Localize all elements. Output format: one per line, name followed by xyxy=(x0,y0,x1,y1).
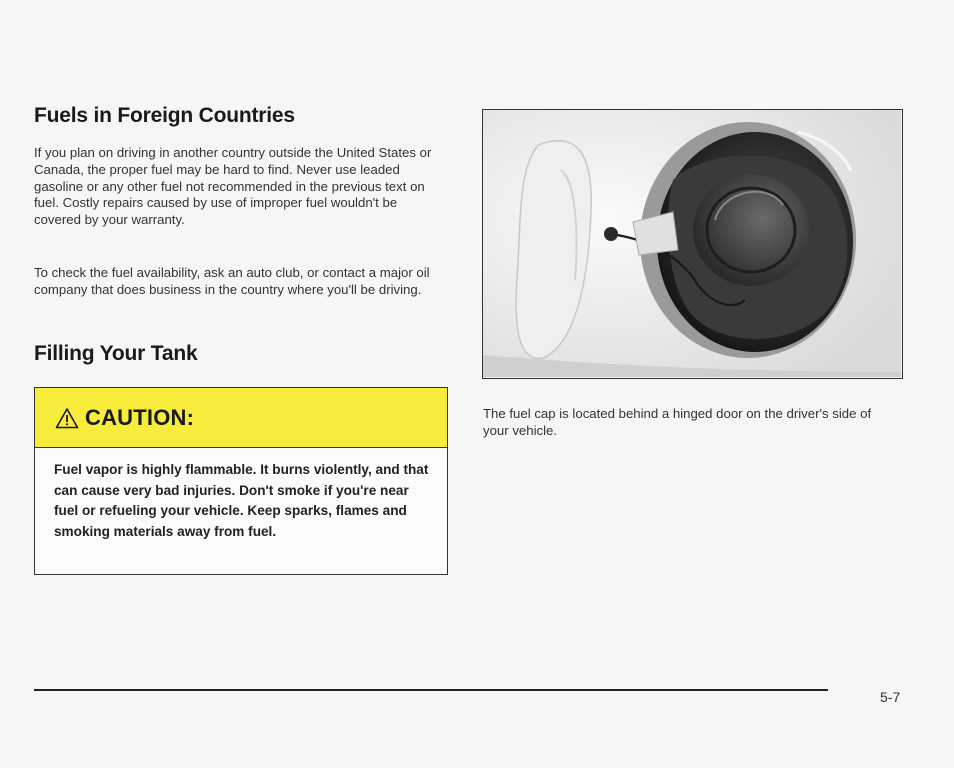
caution-body: Fuel vapor is highly flammable. It burns violently, and that can cause very bad injuries. Don't smoke if you're near fuel or refueling your vehicle. Keep sparks, flames and smoking materials away from fuel. xyxy=(54,462,429,539)
warning-triangle-icon xyxy=(55,407,79,429)
paragraph-foreign-fuel-warning: If you plan on driving in another country outside the United States or Canada, the proper fuel may be hard to find. Never use leaded gasoline or any other fuel not recommended in the previous text on fuel. Costly repairs caused by use of improper fuel wouldn't be covered by your warranty. xyxy=(34,145,432,228)
fuel-door-photo xyxy=(482,109,903,379)
fuel-door-illustration xyxy=(483,110,901,377)
figure-caption: The fuel cap is located behind a hinged door on the driver's side of your vehicle. xyxy=(483,406,872,438)
paragraph-fuel-availability: To check the fuel availability, ask an auto club, or contact a major oil company that does business in the country where you'll be driving. xyxy=(34,265,430,297)
caution-box xyxy=(34,387,448,575)
footer-rule xyxy=(34,689,828,691)
heading-fuels-in-foreign-countries: Fuels in Foreign Countries xyxy=(34,104,295,127)
caution-title: CAUTION: xyxy=(85,404,195,430)
page-number: 5-7 xyxy=(880,689,901,705)
caution-header xyxy=(35,388,447,448)
heading-filling-your-tank: Filling Your Tank xyxy=(34,342,198,365)
